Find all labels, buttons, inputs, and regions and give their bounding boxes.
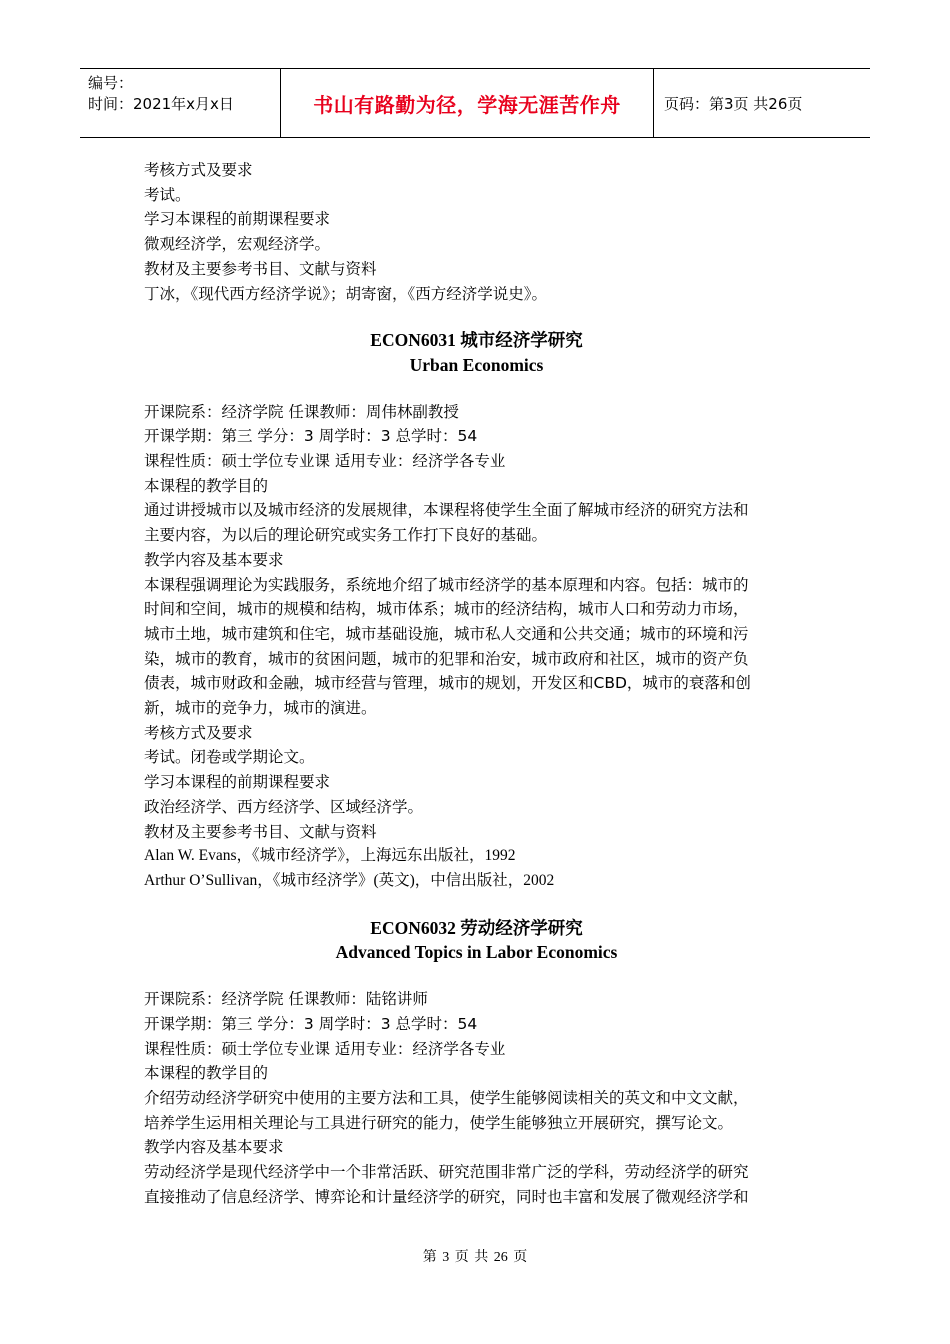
text-line: 本课程的教学目的 [144, 1064, 269, 1083]
text-line: 直接推动了信息经济学、博弈论和计量经济学的研究，同时也丰富和发展了微观经济学和 [144, 1187, 749, 1206]
text-line: 考试。 [144, 185, 191, 204]
course-econ6032 [144, 916, 809, 1210]
course-title-cn: ECON6031 城市经济学研究 [370, 330, 583, 351]
reference-line: Arthur O’Sullivan，《城市经济学》(英文)，中信出版社，2002 [144, 871, 555, 889]
text-line: 丁冰，《现代西方经济学说》；胡寄窗，《西方经济学说史》。 [144, 284, 548, 303]
text-line: 微观经济学，宏观经济学。 [144, 235, 331, 254]
text-line: 本课程强调理论为实践服务，系统地介绍了城市经济学的基本原理和内容。包括：城市的 [144, 575, 749, 594]
text-line: 考核方式及要求 [144, 723, 253, 742]
text-line: 教学内容及基本要求 [144, 550, 284, 569]
text-line: 主要内容，为以后的理论研究或实务工作打下良好的基础。 [144, 526, 548, 545]
text-line: 时间和空间，城市的规模和结构，城市体系；城市的经济结构，城市人口和劳动力市场， [144, 600, 749, 619]
course-title-cn: ECON6032 劳动经济学研究 [370, 917, 583, 938]
document-number-label: 编号： [88, 74, 134, 92]
text-line: 开课学期：第三 学分：3 周学时：3 总学时：54 [144, 1014, 478, 1033]
text-line: 课程性质：硕士学位专业课 适用专业：经济学各专业 [144, 452, 506, 471]
text-line: 考试。闭卷或学期论文。 [144, 748, 315, 767]
text-line: 考核方式及要求 [144, 161, 253, 179]
text-line: 介绍劳动经济学研究中使用的主要方法和工具，使学生能够阅读相关的英文和中文文献， [144, 1088, 749, 1107]
document-body [144, 158, 809, 1209]
text-line: 学习本课程的前期课程要求 [144, 210, 331, 229]
text-line: 开课学期：第三 学分：3 周学时：3 总学时：54 [144, 427, 478, 446]
page-footer: 第 3 页 共 26 页 [422, 1250, 528, 1265]
text-line: 本课程的教学目的 [144, 476, 269, 495]
section-top [144, 158, 809, 306]
text-line: 学习本课程的前期课程要求 [144, 773, 331, 792]
page-header [80, 68, 870, 138]
header-motto: 书山有路勤为径，学海无涯苦作舟 [281, 69, 654, 137]
text-line: 课程性质：硕士学位专业课 适用专业：经济学各专业 [144, 1039, 506, 1058]
header-page-label: 页码：第3页 共26页 [664, 94, 803, 113]
text-line: 染，城市的教育，城市的贫困问题，城市的犯罪和治安，城市政府和社区，城市的资产负 [144, 649, 749, 668]
text-line: 教材及主要参考书目、文献与资料 [144, 822, 377, 841]
reference-line: Alan W. Evans，《城市经济学》，上海远东出版社，1992 [144, 847, 516, 865]
course-title-en: Advanced Topics in Labor Economics [335, 942, 618, 963]
header-meta [80, 69, 281, 137]
text-line: 教材及主要参考书目、文献与资料 [144, 259, 377, 278]
text-line: 通过讲授城市以及城市经济的发展规律，本课程将使学生全面了解城市经济的研究方法和 [144, 501, 749, 520]
text-line: 政治经济学、西方经济学、区域经济学。 [144, 797, 424, 816]
text-line: 新，城市的竞争力，城市的演进。 [144, 699, 377, 718]
text-line: 开课院系：经济学院 任课教师：陆铭讲师 [144, 990, 428, 1009]
text-line: 债表，城市财政和金融，城市经营与管理，城市的规划，开发区和CBD，城市的衰落和创 [144, 674, 751, 693]
course-econ6031 [144, 328, 809, 893]
document-time-label: 时间：2021年x月x日 [88, 95, 234, 113]
text-line: 培养学生运用相关理论与工具进行研究的能力，使学生能够独立开展研究，撰写论文。 [144, 1113, 734, 1132]
text-line: 开课院系：经济学院 任课教师：周伟林副教授 [144, 402, 459, 421]
course-title-en: Urban Economics [409, 354, 544, 375]
text-line: 城市土地，城市建筑和住宅，城市基础设施，城市私人交通和公共交通；城市的环境和污 [144, 624, 749, 643]
text-line: 劳动经济学是现代经济学中一个非常活跃、研究范围非常广泛的学科，劳动经济学的研究 [144, 1163, 749, 1182]
text-line: 教学内容及基本要求 [144, 1138, 284, 1157]
